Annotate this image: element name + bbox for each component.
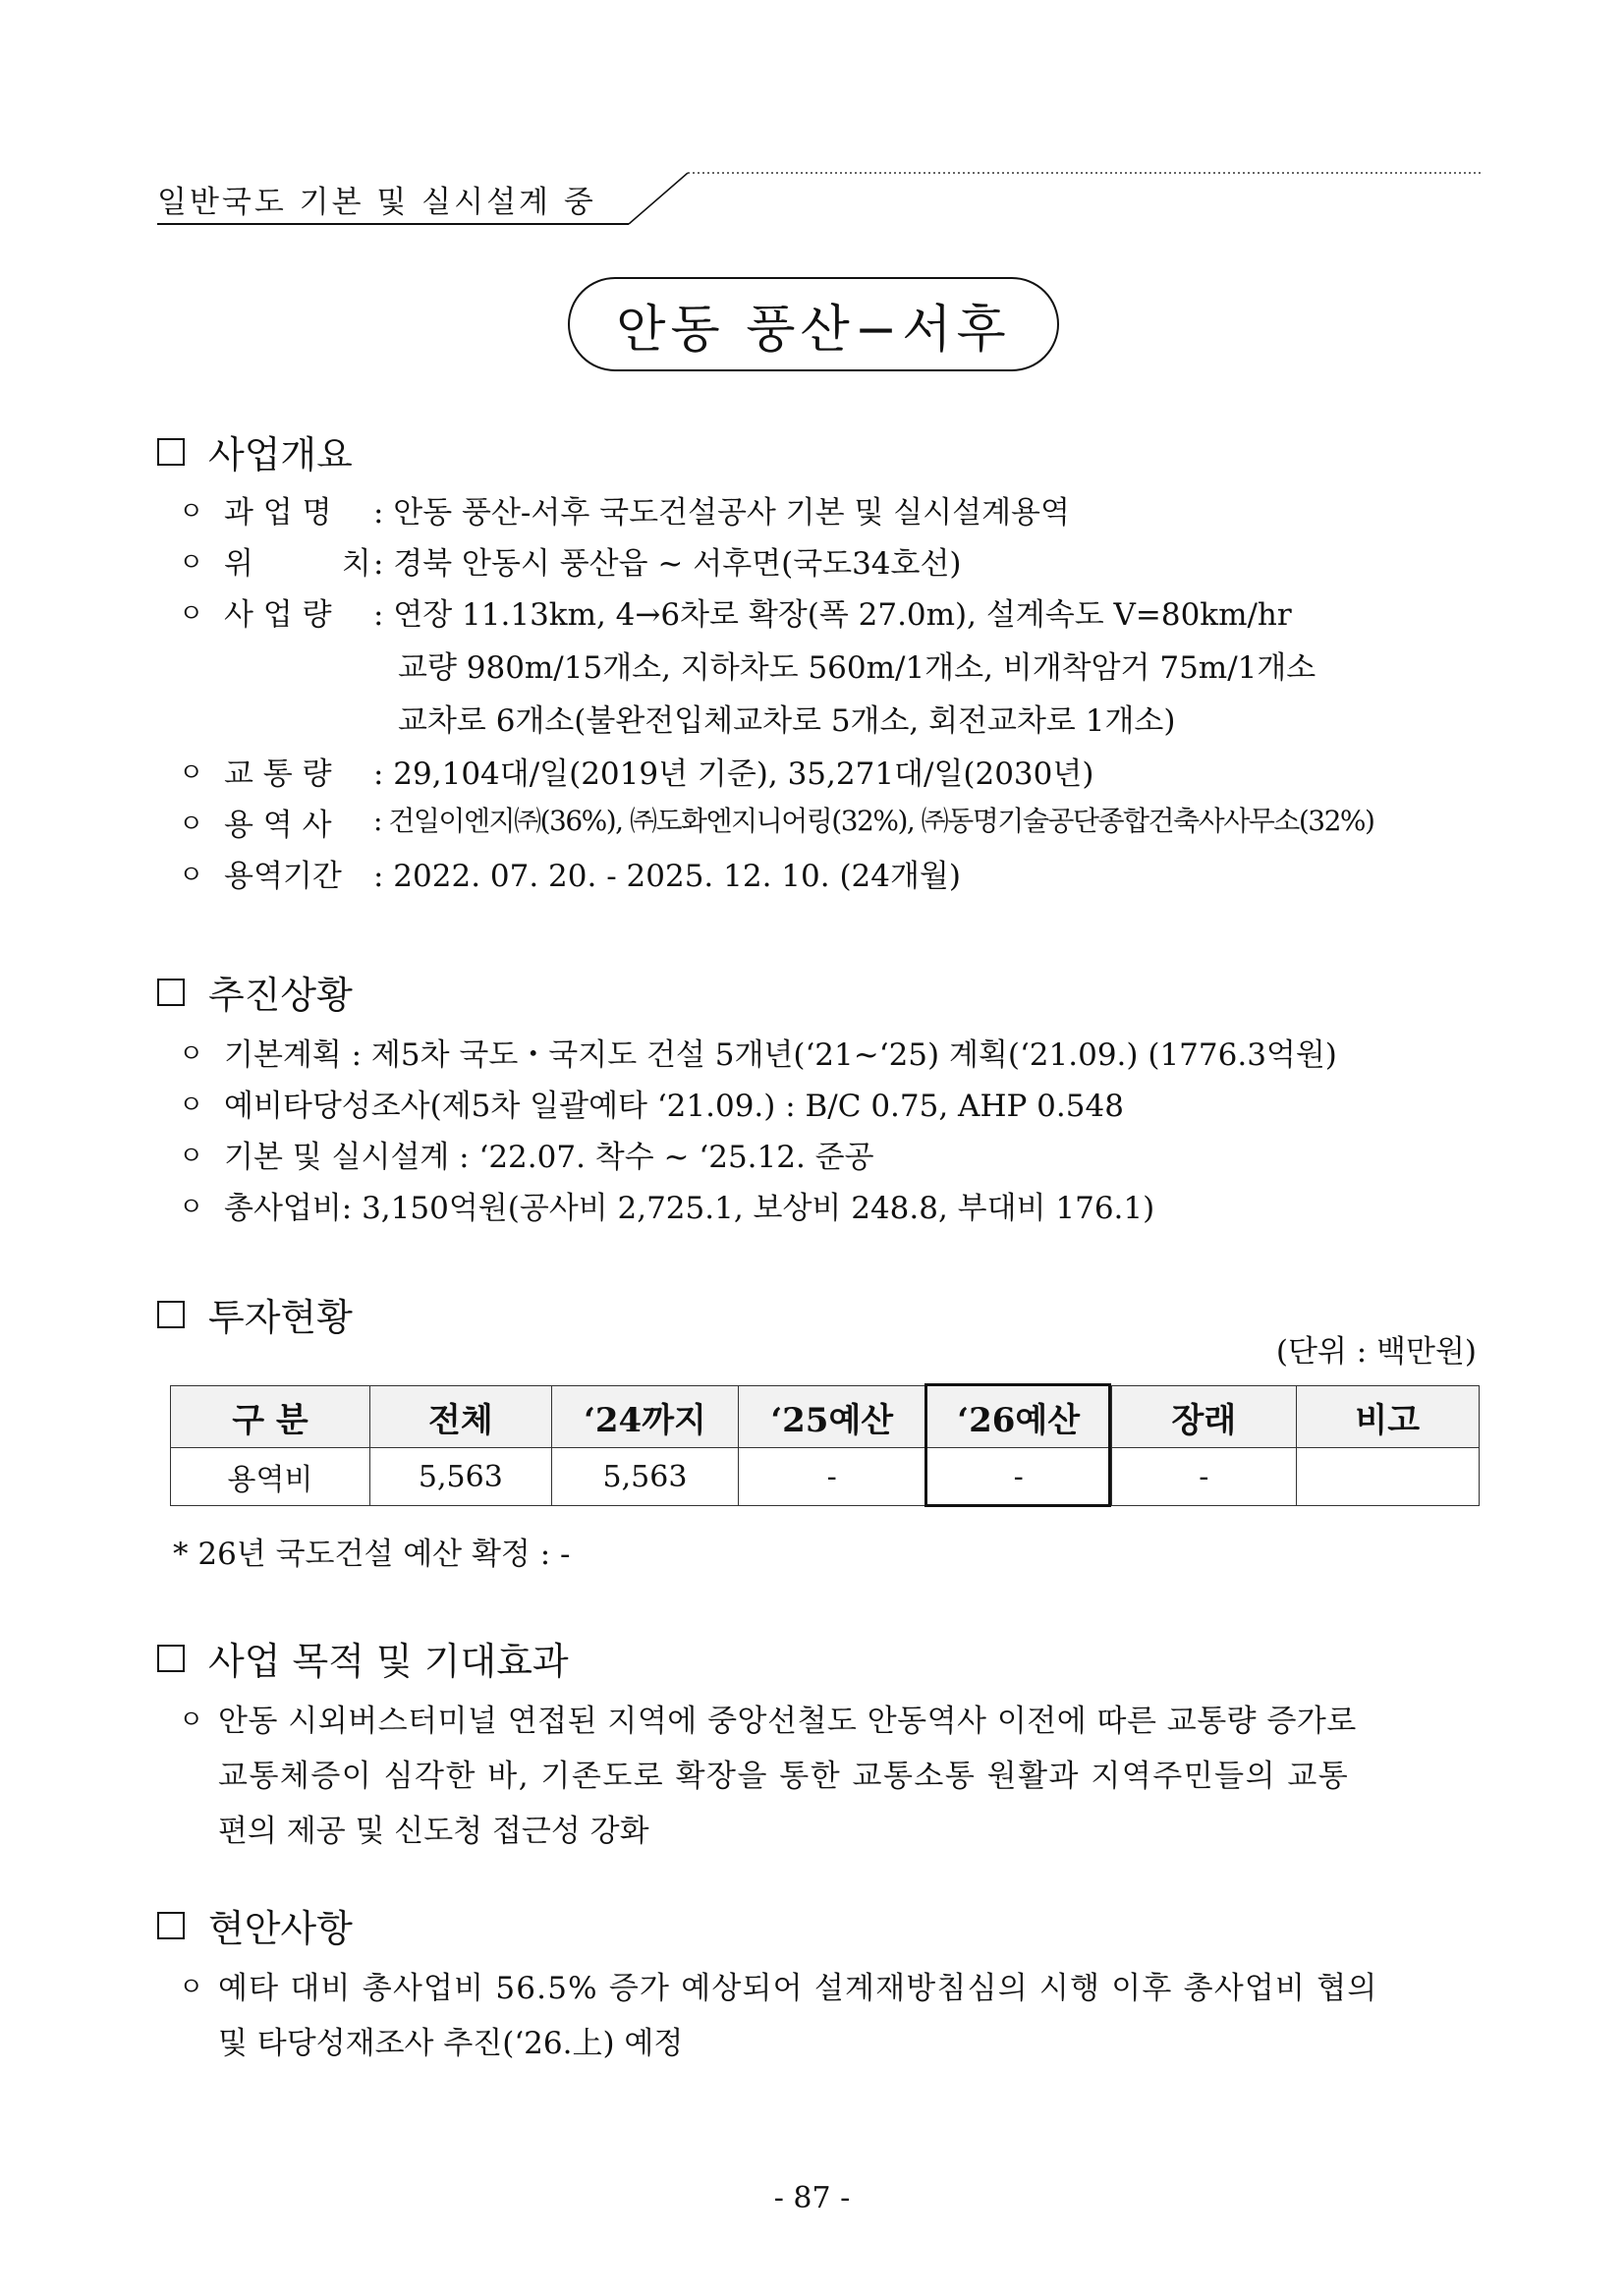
value-scope: : 연장 11.13km, 4→6차로 확장(폭 27.0m), 설계속도 V=80km/hr xyxy=(373,597,1292,633)
investment-note: * 26년 국도건설 예산 확정 : - xyxy=(173,1537,571,1572)
progress-item: 기본계획 : 제5차 국도・국지도 건설 5개년(‘21~‘25) 계획(‘21.09.) (1776.3억원) xyxy=(224,1037,1337,1073)
table-cell: 5,563 xyxy=(370,1448,552,1506)
section-investment-heading xyxy=(157,1287,353,1341)
bullet-icon: ㅇ xyxy=(179,497,204,527)
table-cell: - xyxy=(1112,1448,1296,1506)
purpose-line: 편의 제공 및 신도청 접근성 강화 xyxy=(218,1814,649,1849)
value-scope-line3: 교차로 6개소(불완전입체교차로 5개소, 회전교차로 1개소) xyxy=(398,703,1176,739)
label-project-name: 과 업 명 xyxy=(224,495,332,531)
value-traffic: : 29,104대/일(2019년 기준), 35,271대/일(2030년) xyxy=(373,756,1094,792)
header-category: 일반국도 기본 및 실시설계 중 xyxy=(157,185,596,220)
page-number: - 87 - xyxy=(773,2181,851,2215)
progress-item: 기본 및 실시설계 : ‘22.07. 착수 ~ ‘25.12. 준공 xyxy=(224,1140,874,1175)
label-traffic: 교 통 량 xyxy=(224,756,332,792)
issues-line: 및 타당성재조사 추진(‘26.上) 예정 xyxy=(218,2026,684,2061)
label-period: 용역기간 xyxy=(224,859,342,894)
bullet-icon: ㅇ xyxy=(179,861,204,890)
progress-item: 총사업비: 3,150억원(공사비 2,725.1, 보상비 248.8, 부대비 176.1) xyxy=(224,1191,1155,1226)
square-bullet-icon xyxy=(157,979,185,1006)
value-period: : 2022. 07. 20. - 2025. 12. 10. (24개월) xyxy=(373,859,961,894)
label-contractor: 용 역 사 xyxy=(224,808,332,843)
bullet-icon: ㅇ xyxy=(179,548,204,578)
square-bullet-icon xyxy=(157,1301,185,1328)
bullet-icon: ㅇ xyxy=(179,1193,204,1222)
section-title: 현안사항 xyxy=(208,1907,353,1950)
bullet-icon: ㅇ xyxy=(179,1973,204,2002)
table-cell: - xyxy=(739,1448,925,1506)
section-title: 사업 목적 및 기대효과 xyxy=(208,1640,569,1683)
investment-table xyxy=(170,1385,1480,1506)
square-bullet-icon xyxy=(157,438,185,466)
col-header: ‘25예산 xyxy=(739,1386,925,1448)
section-title: 사업개요 xyxy=(208,433,353,476)
unit-label: (단위 : 백만원) xyxy=(1275,1334,1477,1370)
bullet-icon: ㅇ xyxy=(179,1706,204,1735)
square-bullet-icon xyxy=(157,1645,185,1672)
section-progress-heading xyxy=(157,965,353,1019)
square-bullet-icon xyxy=(157,1912,185,1939)
section-purpose-heading xyxy=(157,1631,569,1685)
highlight-2026-column xyxy=(924,1383,1111,1507)
section-issues-heading xyxy=(157,1898,353,1952)
purpose-line: 안동 시외버스터미널 연접된 지역에 중앙선철도 안동역사 이전에 따른 교통량 증가로 xyxy=(218,1704,1357,1739)
purpose-line: 교통체증이 심각한 바, 기존도로 확장을 통한 교통소통 원활과 지역주민들의 교통 xyxy=(218,1759,1350,1794)
table-header-row xyxy=(171,1386,1480,1448)
col-header: ‘24까지 xyxy=(551,1386,739,1448)
page-title: 안동 풍산−서후 xyxy=(568,277,1059,371)
col-header: 구 분 xyxy=(171,1386,370,1448)
bullet-icon: ㅇ xyxy=(179,810,204,839)
col-header: 장래 xyxy=(1112,1386,1296,1448)
col-header: 비고 xyxy=(1296,1386,1479,1448)
table-row xyxy=(171,1448,1480,1506)
section-title: 투자현황 xyxy=(208,1296,353,1339)
progress-item: 예비타당성조사(제5차 일괄예타 ‘21.09.) : B/C 0.75, AHP 0.548 xyxy=(224,1089,1124,1124)
bullet-icon: ㅇ xyxy=(179,758,204,788)
label-scope: 사 업 량 xyxy=(224,597,332,633)
value-scope-line2: 교량 980m/15개소, 지하차도 560m/1개소, 비개착암거 75m/1개소 xyxy=(398,650,1316,686)
label-location: 위 치 xyxy=(224,546,411,582)
value-project-name: : 안동 풍산-서후 국도건설공사 기본 및 실시설계용역 xyxy=(373,495,1070,531)
value-location: : 경북 안동시 풍산읍 ~ 서후면(국도34호선) xyxy=(373,546,962,582)
value-contractor: : 건일이엔지㈜(36%), ㈜도화엔지니어링(32%), ㈜동명기술공단종합건축사사무소(32%) xyxy=(373,805,1374,837)
table-cell: 5,563 xyxy=(551,1448,739,1506)
bullet-icon: ㅇ xyxy=(179,599,204,629)
table-cell: 용역비 xyxy=(171,1448,370,1506)
section-overview-heading xyxy=(157,424,353,478)
issues-line: 예타 대비 총사업비 56.5% 증가 예상되어 설계재방침심의 시행 이후 총사업비 협의 xyxy=(218,1971,1378,2006)
bullet-icon: ㅇ xyxy=(179,1091,204,1120)
col-header: ‘26예산 xyxy=(925,1386,1112,1448)
col-header: 전체 xyxy=(370,1386,552,1448)
bullet-icon: ㅇ xyxy=(179,1142,204,1171)
table-cell xyxy=(1296,1448,1479,1506)
table-cell: - xyxy=(925,1448,1112,1506)
bullet-icon: ㅇ xyxy=(179,1039,204,1069)
section-title: 추진상황 xyxy=(208,974,353,1017)
